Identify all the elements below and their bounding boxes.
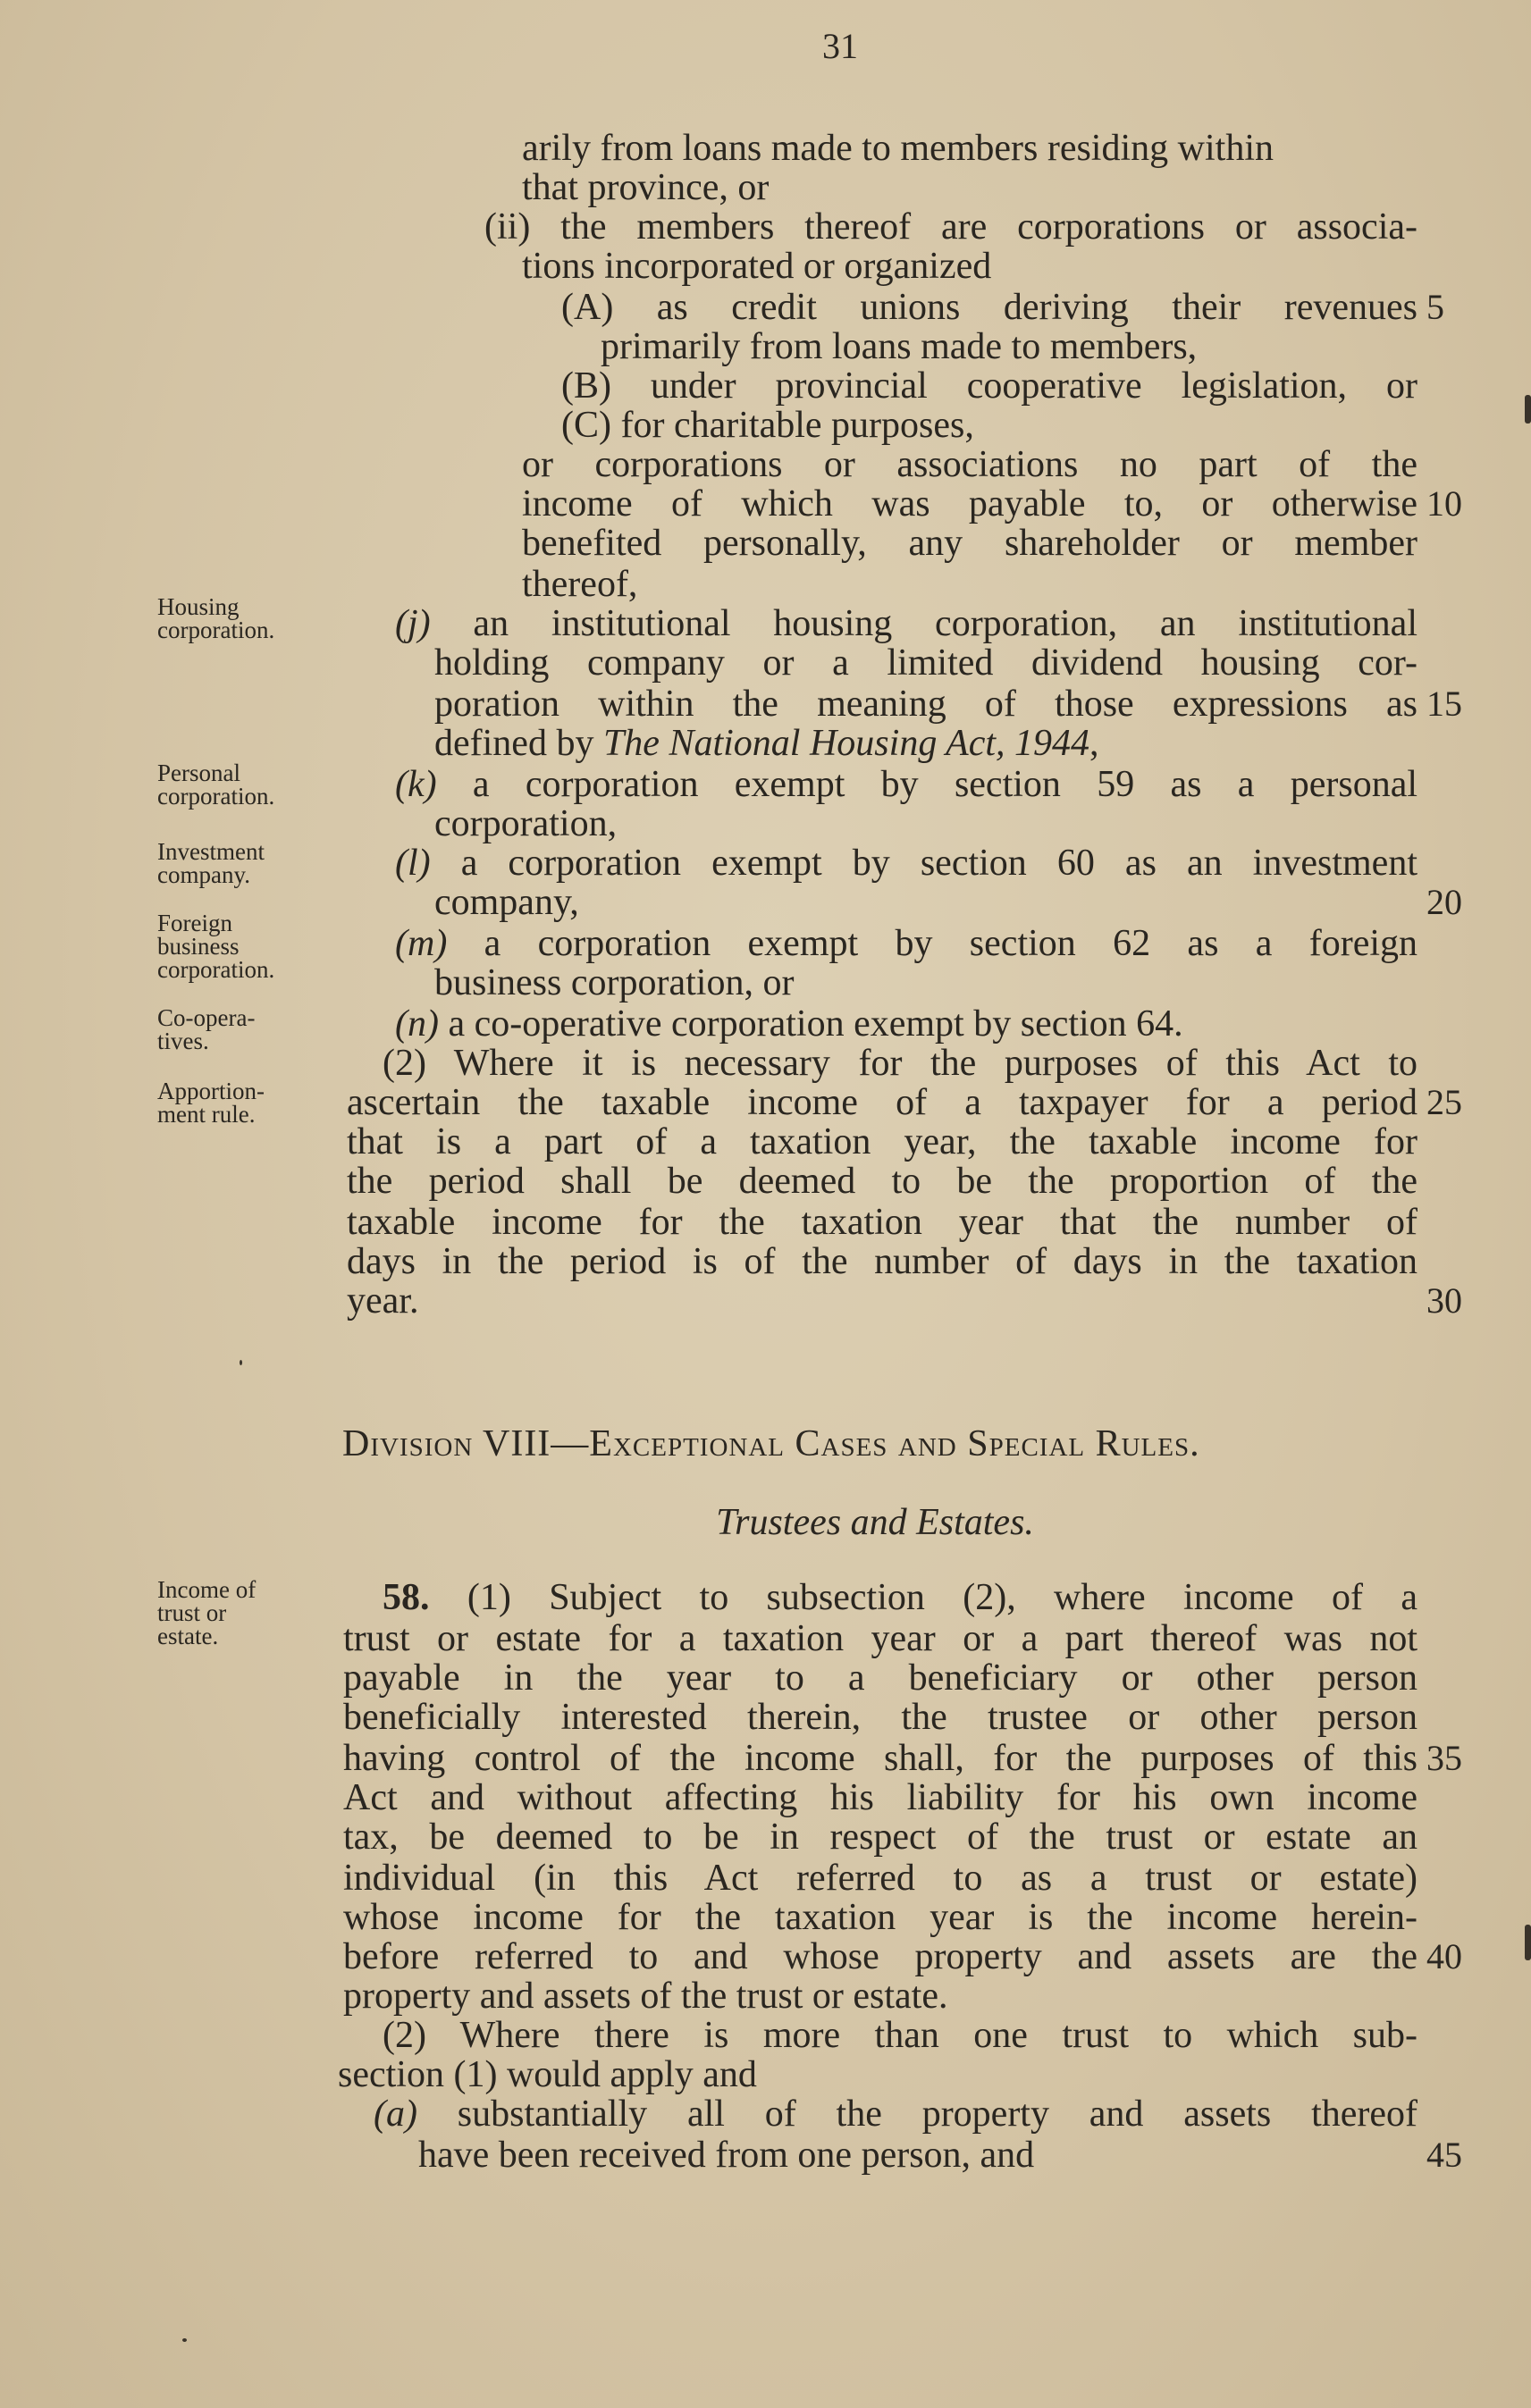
line-segment: days in the period is of the number of days in the taxation (347, 1241, 1417, 1282)
line-segment: benefited personally, any shareholder or member (522, 523, 1417, 564)
line-segment: trust or estate for a taxation year or a part thereof was not (343, 1618, 1417, 1659)
body-line (347, 1083, 1417, 1122)
line-segment: beneficially interested therein, the trustee or other person (343, 1697, 1417, 1738)
body-line (383, 2016, 1417, 2055)
body-line (395, 843, 1417, 883)
section-number: 58. (383, 1577, 430, 1618)
line-segment: (2) Where it is necessary for the purposes of this Act to (383, 1043, 1417, 1084)
line-segment: having control of the income shall, for the purposes of this (343, 1738, 1417, 1779)
line-number: 5 (1426, 287, 1444, 327)
body-line (434, 684, 1417, 724)
margin-note-line: trust or (157, 1599, 227, 1626)
line-segment: (l) (395, 843, 431, 884)
margin-note-line: Foreign (157, 910, 232, 936)
line-segment: ascertain the taxable income of a taxpayer for a period (347, 1082, 1417, 1123)
line-segment: arily from loans made to members residing within (522, 128, 1274, 169)
body-line (383, 1044, 1417, 1083)
margin-note-line: tives. (157, 1028, 209, 1054)
body-line (434, 643, 1417, 683)
body-line (347, 1281, 418, 1321)
line-segment: the period shall be deemed to be the proportion of the (347, 1161, 1417, 1202)
margin-note-line: business (157, 933, 240, 960)
line-segment: Act and without affecting his liability for his own income (343, 1777, 1417, 1818)
line-segment: a co-operative corporation exempt by section 64. (438, 1003, 1183, 1045)
body-line (343, 1778, 1417, 1817)
body-line (395, 765, 1417, 804)
margin-note-line: Co-opera- (157, 1004, 256, 1031)
margin-note-line: Personal (157, 759, 240, 786)
body-line (347, 1162, 1417, 1201)
line-segment: (a) (374, 2093, 417, 2135)
body-line (347, 1122, 1417, 1162)
line-segment: (B) under provincial cooperative legislation, or (561, 365, 1417, 407)
margin-note-line: corporation. (157, 783, 275, 810)
margin-note-line: corporation. (157, 956, 275, 983)
scan-speck (1525, 1925, 1531, 1960)
line-segment: whose income for the taxation year is the income herein- (343, 1897, 1417, 1938)
line-segment: thereof, (522, 564, 638, 605)
line-segment: a corporation exempt by section 62 as a foreign (447, 923, 1417, 964)
body-line (561, 288, 1417, 327)
body-line (434, 724, 1099, 763)
body-line (418, 2135, 1034, 2175)
line-segment: (1) Subject to subsection (2), where income of a (429, 1577, 1417, 1618)
line-segment: holding company or a limited dividend housing cor- (434, 642, 1417, 684)
line-segment: (A) as credit unions deriving their revenues (561, 287, 1417, 328)
scan-speck (1525, 395, 1531, 424)
line-segment: a corporation exempt by section 60 as an investment (430, 843, 1417, 884)
body-line (395, 604, 1417, 643)
margin-note-line: corporation. (157, 617, 275, 643)
line-segment: section (1) would apply and (338, 2054, 757, 2095)
margin-note-line: estate. (157, 1623, 219, 1649)
body-line (343, 1858, 1417, 1898)
line-segment: property and assets of the trust or estate. (343, 1976, 948, 2017)
line-number: 20 (1426, 882, 1462, 922)
line-segment: that province, or (522, 167, 770, 208)
body-line (343, 1739, 1417, 1778)
line-segment: or corporations or associations no part of the (522, 444, 1417, 485)
margin-note-line: Apportion- (157, 1078, 265, 1104)
line-number: 45 (1426, 2135, 1462, 2175)
line-segment: company, (434, 882, 579, 923)
line-segment: before referred to and whose property and assets are the (343, 1936, 1417, 1977)
line-segment: corporation, (434, 803, 618, 844)
body-line (601, 327, 1197, 366)
body-line (522, 129, 1274, 168)
line-segment: defined by (434, 723, 603, 764)
line-segment: (k) (395, 764, 437, 805)
line-segment: individual (in this Act referred to as a trust or estate) (343, 1858, 1417, 1899)
line-segment: an institutional housing corporation, an institutional (430, 603, 1417, 644)
body-line (343, 1698, 1417, 1737)
line-segment: payable in the year to a beneficiary or other person (343, 1657, 1417, 1699)
body-line (522, 247, 991, 286)
body-line (343, 1817, 1417, 1857)
scan-speck (182, 2338, 187, 2342)
line-number: 10 (1426, 483, 1462, 524)
body-line (434, 804, 617, 843)
body-line (343, 1619, 1417, 1658)
division-heading: Division VIII—Exceptional Cases and Special Rules. (342, 1423, 1200, 1464)
line-segment: (j) (395, 603, 431, 644)
line-segment: poration within the meaning of those expressions as (434, 684, 1417, 725)
body-line (343, 1658, 1417, 1698)
body-line (522, 524, 1417, 563)
line-segment: a corporation exempt by section 59 as a personal (436, 764, 1417, 805)
margin-note-line: ment rule. (157, 1101, 256, 1128)
line-number: 15 (1426, 684, 1462, 724)
body-line (395, 924, 1417, 963)
line-segment: tions incorporated or organized (522, 246, 992, 287)
body-line (561, 366, 1417, 406)
scan-speck (240, 1360, 242, 1365)
body-line (522, 168, 769, 207)
line-segment: (C) for charitable purposes, (561, 405, 974, 446)
body-line (395, 1004, 1183, 1044)
body-line (522, 565, 637, 604)
line-segment: (m) (395, 923, 448, 964)
margin-note-line: company. (157, 861, 250, 888)
body-line (434, 883, 579, 922)
body-line (434, 963, 794, 1003)
body-line (343, 1898, 1417, 1937)
body-line (484, 207, 1417, 247)
line-segment: , (1089, 723, 1099, 764)
line-segment: income of which was payable to, or otherwise (522, 483, 1417, 524)
body-line (561, 406, 974, 445)
line-segment: year. (347, 1280, 419, 1321)
line-segment: business corporation, or (434, 962, 795, 1003)
line-segment: have been received from one person, and (418, 2135, 1035, 2176)
line-number: 25 (1426, 1082, 1462, 1122)
body-line (343, 1976, 947, 2016)
line-segment: taxable income for the taxation year that the number of (347, 1202, 1417, 1243)
line-segment: (n) (395, 1003, 439, 1045)
section-heading: Trustees and Estates. (716, 1502, 1034, 1543)
page-number: 31 (822, 26, 858, 66)
line-segment: that is a part of a taxation year, the taxable income for (347, 1121, 1417, 1162)
line-segment: tax, be deemed to be in respect of the trust or estate an (343, 1816, 1417, 1858)
body-line (347, 1242, 1417, 1281)
margin-note-line: Investment (157, 838, 265, 865)
line-segment: (2) Where there is more than one trust to which sub- (383, 2015, 1417, 2056)
body-line (383, 1578, 1417, 1617)
body-line (522, 484, 1417, 524)
line-segment: primarily from loans made to members, (601, 326, 1198, 367)
body-line (343, 1937, 1417, 1976)
body-line (374, 2094, 1417, 2134)
margin-note-line: Housing (157, 593, 240, 620)
body-line (338, 2055, 757, 2094)
line-segment: (ii) the members thereof are corporations or associa- (484, 206, 1417, 248)
line-number: 35 (1426, 1738, 1462, 1778)
body-line (347, 1203, 1417, 1242)
line-segment: The National Housing Act, 1944 (602, 723, 1090, 764)
line-segment: substantially all of the property and assets thereof (416, 2093, 1417, 2135)
body-line (522, 445, 1417, 484)
margin-note-line: Income of (157, 1576, 257, 1603)
line-number: 30 (1426, 1280, 1462, 1321)
line-number: 40 (1426, 1936, 1462, 1976)
